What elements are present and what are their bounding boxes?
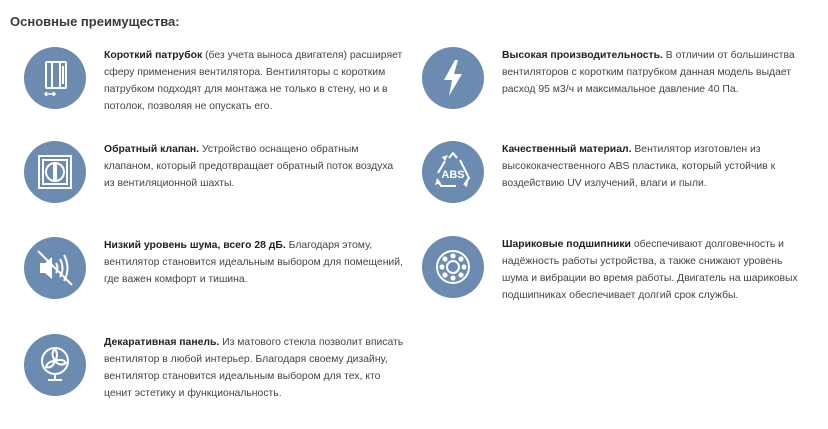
ball-bearing-icon (422, 236, 484, 298)
feature-text (502, 47, 802, 98)
check-valve-icon (24, 141, 86, 203)
feature-title: Шариковые подшипники (502, 239, 631, 250)
feature-title: Обратный клапан. (104, 144, 200, 155)
feature-body: Из матового стекла позволит вписать вентилятор в любой интерьер. Благодаря своему дизайну, вентилятор становится идеальным выбором для тех, кто ценит эстетику и функциональность. (104, 337, 404, 399)
feature-text (104, 141, 404, 192)
short-duct-icon (24, 47, 86, 109)
feature-text (104, 237, 404, 288)
low-noise-icon (24, 237, 86, 299)
feature-text (502, 141, 802, 192)
decorative-panel-icon (24, 334, 86, 396)
abs-recycle-icon (422, 141, 484, 203)
feature-title: Декаративная панель. (104, 337, 220, 348)
lightning-icon (422, 47, 484, 109)
feature-body: (без учета выноса двигателя) расширяет сферу применения вентилятора. Вентиляторы с коротким патрубком подходят для монтажа не только в стену, но и в потолок, позволяя не опускать его. (104, 50, 403, 112)
feature-text (502, 236, 802, 304)
page-title: Основные преимущества: (10, 14, 180, 29)
feature-body: Вентилятор изготовлен из высококачественного ABS пластика, который устойчив к воздействию UV излучений, влаги и пыли. (502, 144, 776, 189)
feature-text (104, 334, 404, 402)
feature-title: Качественный материал. (502, 144, 632, 155)
abs-label: ABS (441, 169, 465, 181)
feature-body: Устройство оснащено обратным клапаном, который предотвращает обратный поток воздуха из вентиляционной шахты. (104, 144, 394, 189)
feature-title: Короткий патрубок (104, 50, 203, 61)
feature-body: В отличии от большинства вентиляторов с коротким патрубком данная модель выдает расход 95 м3/ч и максимальное давление 40 Па. (502, 50, 795, 95)
feature-title: Низкий уровень шума, всего 28 дБ. (104, 240, 286, 251)
feature-body: обеспечивают долговечность и надёжность работы устройства, а также снижают уровень шума и вибрации во время работы. Двигатель на шариковых подшипниках обеспечивает долгий срок службы. (502, 239, 798, 301)
feature-body: Благодаря этому, вентилятор становится идеальным выбором для помещений, где важен комфорт и тишина. (104, 240, 403, 285)
feature-title: Высокая производительность. (502, 50, 663, 61)
feature-text (104, 47, 404, 115)
